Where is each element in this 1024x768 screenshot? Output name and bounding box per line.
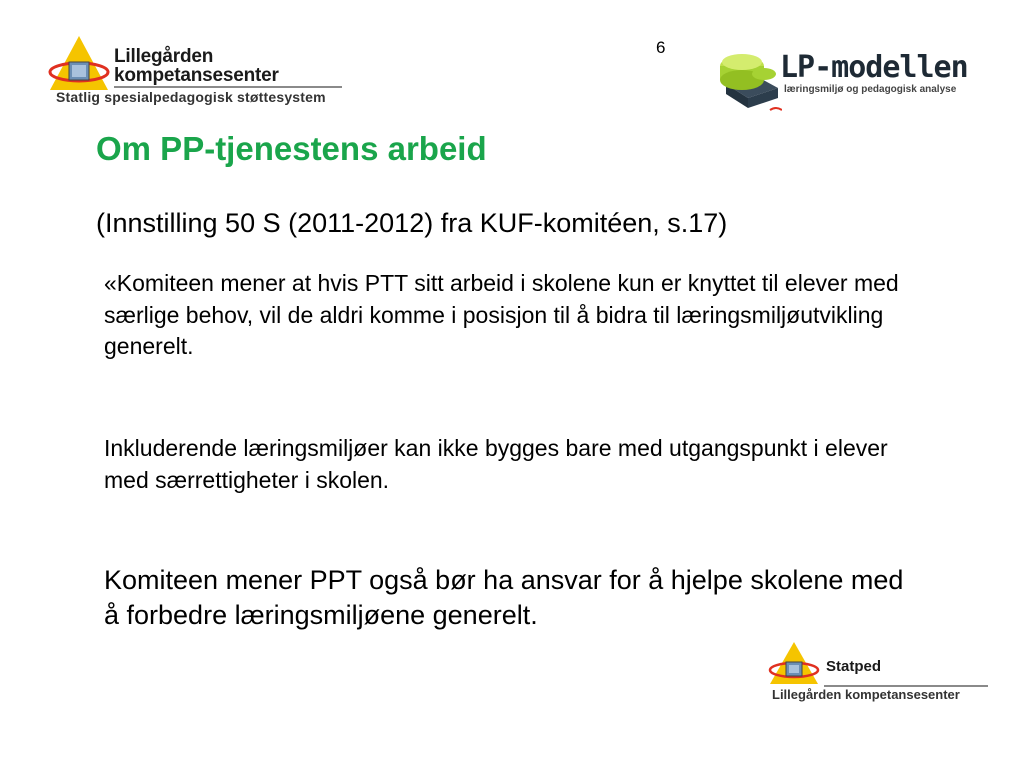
- quote-paragraph-2: Inkluderende læringsmiljøer kan ikke bygges bare med utgangspunkt i elever med særrettigheter i skolen.: [104, 435, 888, 493]
- source-reference: (Innstilling 50 S (2011-2012) fra KUF-komitéen, s.17): [96, 208, 728, 238]
- quote-paragraph-1: «Komiteen mener at hvis PTT sitt arbeid i skolene kun er knyttet til elever med særlige behov, vil de aldri komme i posisjon til å bidra til læringsmiljøutvikling generelt.: [104, 270, 899, 359]
- statped-logo: [768, 640, 990, 710]
- quote-paragraph-3: Komiteen mener PPT også bør ha ansvar for å hjelpe skolene med å forbedre læringsmiljøene generelt.: [104, 565, 904, 631]
- lp-modellen-logo: [712, 40, 974, 112]
- slide-title: Om PP-tjenestens arbeid: [96, 130, 487, 167]
- logo-divider: [114, 86, 342, 88]
- lillegarden-logo: [48, 34, 348, 106]
- lillegarden-triangle-icon: [48, 34, 110, 96]
- lp-blocks-icon: [712, 40, 782, 112]
- logo-name-line2: kompetansesenter: [114, 65, 279, 86]
- statped-triangle-icon: [768, 640, 820, 688]
- logo-tagline: Statlig spesialpedagogisk støttesystem: [56, 89, 326, 105]
- statped-name: Lillegården kompetansesenter: [772, 687, 960, 702]
- logo-name-line1: Lillegården: [114, 46, 214, 67]
- lp-logo-title: LP-modellen: [780, 50, 968, 85]
- page-number: 6: [656, 38, 666, 57]
- statped-brand: Statped: [826, 658, 882, 675]
- lp-logo-subtitle: læringsmiljø og pedagogisk analyse: [784, 84, 957, 95]
